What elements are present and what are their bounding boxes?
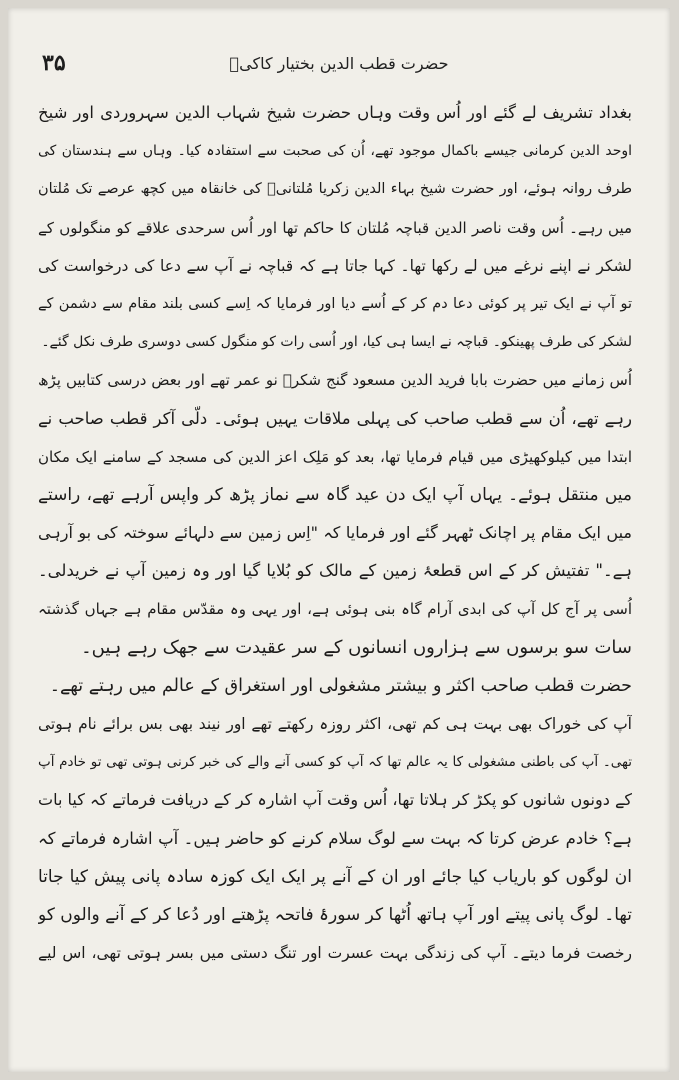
text-line: تھا۔ لوگ پانی پیتے اور آپ ہاتھ اُٹھا کر سورۂ فاتحہ پڑھتے اور دُعا کر کے آنے والوں کو [38,904,632,925]
text-line: لشکر نے اپنے نرغے میں لے رکھا تھا۔ کہا جاتا ہے کہ قباچہ نے آپ سے دعا کی درخواست کی [38,256,632,275]
text-line: ابتدا میں کیلوکھیڑی میں قیام فرمایا تھا، بعد کو مَلِک اعز الدین کی مسجد کے سامنے ایک مکان [38,447,632,466]
text-line: طرف روانہ ہوئے، اور حضرت شیخ بہاء الدین زکریا مُلتانیؒ کی خانقاہ میں کچھ عرصے تک مُلتان [38,181,632,198]
text-line: بغداد تشریف لے گئے اور اُس وقت وہاں حضرت شیخ شہاب الدین سہروردی اور شیخ [38,103,632,122]
body-text [38,94,632,972]
text-line: میں رہے۔ اُس وقت ناصر الدین قباچہ مُلتان کا حاکم تھا اور اُس سرحدی علاقے کو منگولوں کے [38,218,632,237]
text-line: اُس زمانے میں حضرت بابا فرید الدین مسعود گنج شکرؒ نو عمر تھے اور بعض درسی کتابیں پڑھ [38,371,632,390]
text-line: سات سو برسوں سے ہزاروں انسانوں کے سر عقیدت سے جھک رہے ہیں۔ [81,636,632,658]
book-page [8,8,670,1072]
page-header [36,50,642,82]
text-line: میں ایک مقام پر اچانک ٹھہر گئے اور فرمایا کہ "اِس زمین سے دلہائے سوختہ کی بو آرہی [38,523,632,543]
text-line: آپ کی خوراک بھی بہت ہی کم تھی، اکثر روزہ رکھتے تھے اور نیند بھی بس برائے نام ہوتی [38,715,632,733]
text-line: ان لوگوں کو باریاب کیا جائے اور ان کے آنے پر ایک ایک کوزہ سادہ پانی پیش کیا جاتا [38,866,632,887]
text-line: تھی۔ آپ کی باطنی مشغولی کا یہ عالم تھا کہ آپ کو کسی آنے والے کی خبر کرنی ہوتی تھی تو خادم آپ [38,754,632,771]
text-line: تو آپ نے ایک تیر پر کوئی دعا دم کر کے اُسے دیا اور فرمایا کہ اِسے کسی بلند مقام سے دشمن کے [38,295,632,312]
text-line: میں منتقل ہوئے۔ یہاں آپ ایک دن عید گاہ سے نماز پڑھ کر واپس آرہے تھے، راستے [38,484,632,505]
page-number: ۳۵ [42,50,66,76]
text-line: کے دونوں شانوں کو پکڑ کر ہلاتا تھا، اُس وقت آپ اشارہ کر کے دریافت فرماتے کہ کیا بات [38,790,632,810]
text-line: ہے؟ خادم عرض کرتا کہ بہت سے لوگ سلام کرنے کو حاضر ہیں۔ آپ اشارہ فرماتے کہ [38,828,632,848]
text-line: اوحد الدین کرمانی جیسے باکمال موجود تھے، اُن کی صحبت سے استفادہ کیا۔ وہاں سے ہندستان کی [38,143,632,160]
text-line: لشکر کی طرف پھینکو۔ قباچہ نے ایسا ہی کیا، اور اُسی رات کو منگول کسی دوسری طرف نکل گئے۔ [41,334,632,351]
text-line: ہے۔" تفتیش کر کے اس قطعۂ زمین کے مالک کو بُلایا گیا اور وہ زمین آپ نے خریدلی۔ [38,561,632,581]
text-line: اُسی پر آج کل آپ کی ابدی آرام گاہ بنی ہوئی ہے، اور یہی وہ مقدّس مقام ہے جہاں گذشتہ [38,600,632,619]
text-line: رخصت فرما دیتے۔ آپ کی زندگی بہت عسرت اور تنگ دستی میں بسر ہوتی تھی، اس لیے [38,944,632,963]
text-line: حضرت قطب صاحب اکثر و بیشتر مشغولی اور استغراق کے عالم میں رہتے تھے۔ [49,675,632,696]
running-title: حضرت قطب الدین بختیار کاکیؒ [229,54,449,73]
text-line: رہے تھے، اُن سے قطب صاحب کی پہلی ملاقات یہیں ہوئی۔ دلّی آکر قطب صاحب نے [38,408,632,428]
